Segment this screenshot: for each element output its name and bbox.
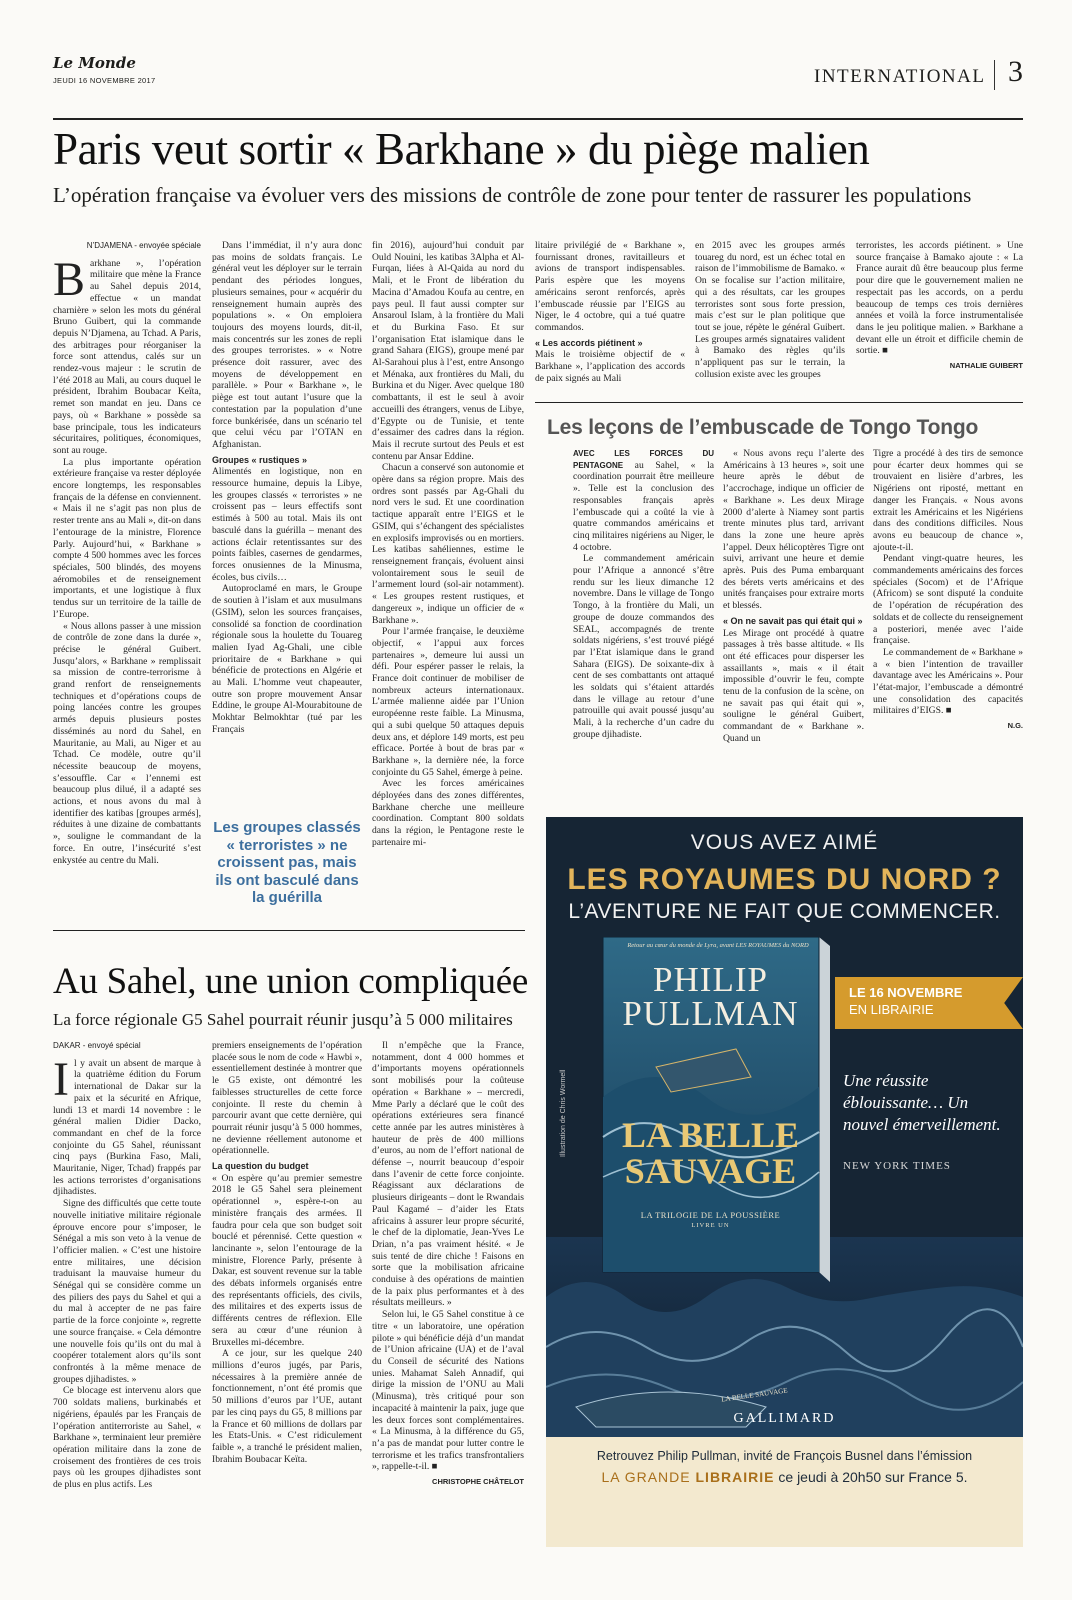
- masthead-date: JEUDI 16 NOVEMBRE 2017: [53, 76, 156, 85]
- ad-headline-1: VOUS AVEZ AIMÉ: [690, 831, 879, 854]
- article3-paragraph: Selon lui, le G5 Sahel constitue à ce titre « un laboratoire, une opération pilote » qui bénéficie déjà d’un mandat de l’Union africaine (UA) et de l’aval du Conseil de sécurité des Nations unies. Mahamat Saleh Annadif, qui dirige la mission de l’ONU au Mali (Minusma), très critiqué pour son incapacité à maintenir la paix, juge que les deux forces sont complémentaires. « La Minusma, à la différence du G5, n’a pas de mandat pour lutter contre le terrorisme et les trafics transfrontaliers », rappelle-t-il. ■: [372, 1309, 524, 1473]
- article1-signature: NATHALIE GUIBERT: [949, 361, 1023, 371]
- press-quote: Une réussite éblouissante… Un nouvel émerveillement.: [843, 1071, 1001, 1134]
- article1-paragraph: Pour l’armée française, le deuxième objectif, « l’appui aux forces partenaires », demeure lui aussi un défi. Pour espérer passer le relais, la France doit continuer de mobiliser de nombreux acteurs internationaux. L’armée malienne aidée par l’Union européenne reste faible. La Minusma, qui a subi quelque 50 attaques depuis deux ans, et déplore 149 morts, est peu efficace. Portée à bout de bras par « Barkhane », la dernière née, la force conjointe du G5 Sahel, émerge à peine.: [372, 626, 524, 778]
- article2-paragraph: « Nous avons reçu l’alerte des Américains à 13 heures », soit une heure après le début de l’accrochage, indique un officier de « Barkhane ». Les deux Mirage 2000 d’alerte à Niamey sont partis trente minutes plus tard, arrivant dans la zone une heure après l’appel. Deux hélicoptères Tigre ont suivi, arrivant une heure et demie après. Puis des Puma embarquant des bérets verts américains et des unités françaises pour extraire morts et blessés.: [723, 448, 864, 612]
- article1-intertitle: Groupes « rustiques »: [212, 454, 308, 465]
- article1-paragraph: terroristes, les accords piétinent. » Une source française à Bamako ajoute : « La France aurait dû être beaucoup plus ferme pour dire que le gouvernement malien ne respectait pas les accords, on a perdu beaucoup de temps ces trois dernières années et voilà la force instrumentalisée dans le jeu politique malien. » Barkhane a devant elle un étroit et difficile chemin de sortie. ■: [856, 240, 1023, 357]
- book-tagline: Retour au cœur du monde de Lyra, avant LES ROYAUMES du NORD: [627, 942, 809, 949]
- article2-paragraph: Pendant vingt-quatre heures, les commandements américains des forces spéciales (Socom) et de l’Afrique (Africom) se sont disputé la conduite de l’opération de récupération des soldats et de collecte du renseignement a posteriori, menée avec l’aide française.: [873, 553, 1023, 647]
- article1-intertitle: « Les accords piétinent »: [535, 337, 643, 348]
- page-number: 3: [1008, 55, 1023, 88]
- article2-intertitle: « On ne savait pas qui était qui »: [723, 615, 863, 626]
- article3-column-2: [212, 1040, 362, 1550]
- article2-paragraph: Les Mirage ont procédé à quatre passages à très basse altitude. « Ils ont été efficaces pour disperser les assaillants », mais « il était impossible d’ouvrir le feu, compte tenu de la confusion de la scène, on ne savait pas qui était qui », souligne le général Guibert, commandant de « Barkhane ». Quand un: [723, 627, 864, 744]
- article3-headline: Au Sahel, une union compliquée: [53, 961, 528, 1002]
- article1-paragraph: Alimentés en logistique, non en ressource humaine, depuis la Libye, les groupes classés « terroristes » ne croissent pas – leurs effectifs sont estimés à 500 au total. Mais ils ont basculé dans la guérilla – menant des actions éclair retentissantes sur des points faibles, casernes de gendarmes, forces onusiennes de la Minusma, écoles, bus civils…: [212, 466, 362, 583]
- masthead-logo: Le Monde: [53, 54, 136, 72]
- release-date: LE 16 NOVEMBRE: [849, 985, 963, 1000]
- article1-column-1: [53, 240, 201, 916]
- ad-headline-2: LES ROYAUMES DU NORD ?: [567, 863, 1002, 896]
- article3-column-1: [53, 1040, 201, 1550]
- article1-paragraph: Chacun a conservé son autonomie et opère dans sa région propre. Mais des ordres sont passés par Ag-Ghali du nord vers le sud. Et une coordination tactique apparaît entre l’EIGS et le GSIM, qui s’échangent des spécialistes en explosifs improvisés ou en mortiers. Les katibas sahéliennes, estime le renseignement français, évoluent ainsi volontairement sous le seuil de l’armement lourd (sol-air notamment). « Les groupes restent rustiques, et dangereux », indique un officier de « Barkhane ».: [372, 462, 524, 626]
- article2-column-3: [873, 448, 1023, 793]
- ad-footer: [546, 1437, 1023, 1547]
- article1-column-6: [856, 240, 1023, 392]
- article1-paragraph: La plus importante opération extérieure française va rester déployée encore longtemps, les responsables français de la défense en conviennent. « Mais il ne s’agit pas non plus de rester trente ans au Mali », dit-on dans l’entourage de la ministre, Florence Parly. Aujourd’hui, « Barkhane » compte 4 500 hommes avec les forces spéciales, 500 blindés, des moyens aéromobiles et de renseignement importants, et une logistique à flux tendus sur un territoire de la taille de l’Europe.: [53, 456, 201, 620]
- tv-show-name: LA GRANDE LIBRAIRIE: [601, 1469, 775, 1485]
- article1-column-2: [212, 240, 362, 810]
- publisher-logo: GALLIMARD: [733, 1411, 836, 1426]
- article1-column-3: [372, 240, 524, 916]
- header-divider: [994, 60, 995, 90]
- article2-headline: Les leçons de l’embuscade de Tongo Tongo: [547, 416, 979, 439]
- article3-paragraph: A ce jour, sur les quelque 240 millions d’euros jugés, par Paris, nécessaires à la première année de fonctionnement, n’ont été promis que 50 millions d’euros par l’UE, autant par les cinq pays du G5, 8 millions par la France et 60 millions de dollars par les Etats-Unis. « C’est ridiculement faible », a tranché le président malien, Ibrahim Boubacar Keïta.: [212, 1348, 362, 1465]
- article1-paragraph: Avec les forces américaines déployées dans des zones différentes, Barkhane cherche une meilleure coordination. Comptant 800 soldats dans la région, le Pentagone reste le partenaire mi-: [372, 778, 524, 848]
- article3-paragraph: premiers enseignements de l’opération placée sous le nom de code « Hawbi », essentiellement destinée à montrer que le G5 existe, ont démontré les faiblesses structurelles de cette force conjointe. Il reste du chemin à parcourir avant que cette dernière, qui pourrait réunir jusqu’à 5 000 hommes, ne devienne réellement autonome et opérationnelle.: [212, 1040, 362, 1157]
- drop-cap: B: [53, 252, 86, 306]
- article1-paragraph: Mais le troisième objectif de « Barkhane », l’application des accords de paix signés au Mali: [535, 349, 685, 384]
- ad-footer-line-2: LA GRANDE LIBRAIRIE ce jeudi à 20h50 sur France 5.: [601, 1469, 968, 1485]
- drop-cap: I: [53, 1052, 69, 1106]
- article2-paragraph: Tigre a procédé à des tirs de semonce pour écarter deux hommes qui se trouvaient en lisière d’arbres, les Nigériens ont riposté, mettant en danger les Français. « Nous avons extrait les Américains et les Nigériens dans des conditions difficiles. Nous avons eu beaucoup de chance », ajoute-t-il.: [873, 448, 1023, 553]
- book-title-2: SAUVAGE: [624, 1151, 797, 1191]
- article3-paragraph: Il y avait un absent de marque à la quatrième édition du Forum international de Dakar sur la paix et la sécurité en Afrique, lundi 13 et mardi 14 novembre : le général malien Didier Dacko, commandant en chef de la force conjointe du G5 Sahel, réunissant cinq pays (Burkina Faso, Mali, Mauritanie, Niger, Tchad) frappés par les actions terroristes d’organisations djihadistes.: [53, 1052, 201, 1198]
- article3-paragraph: Ce blocage est intervenu alors que 700 soldats maliens, burkinabés et nigériens, épaulés par les Français de l’opération antiterroriste au Sahel, « Barkhane », terminaient leur première opération militaire dans la zone de croisement des frontières de ces trois pays où les groupes djihadistes sont de plus en plus actifs. Les: [53, 1385, 201, 1491]
- article3-intertitle: La question du budget: [212, 1161, 309, 1172]
- article1-paragraph: en 2015 avec les groupes armés touareg du nord, est un échec total en raison de l’immobilisme de Bamako. « On se focalise sur l’action militaire, qui a des résultats, car les groupes terroristes sont sous forte pression, mais c’est sur le plan politique que tout se joue, répète le général Guibert. Les groupes armés signataires valident à Bamako des règles qu’ils n’appliquent pas sur le terrain, la collusion existe avec les groupes: [695, 240, 845, 380]
- ad-footer-line-1: Retrouvez Philip Pullman, invité de François Busnel dans l’émission: [596, 1449, 973, 1463]
- article1-paragraph: Dans l’immédiat, il n’y aura donc pas moins de soldats français. Le général veut les déployer sur le terrain pendant des périodes longues, plusieurs semaines, pour « acquérir du renseignement humain auprès des populations ». « On emploiera toujours des moyens lourds, dit-il, mais concentrés sur les zones de repli des groupes terroristes. » « Notre présence doit rassurer, avec des moyens de développement en parallèle. » Pour « Barkhane », le piège est tout autant l’usure que la contestation par la population d’une force bunkérisée, dans un scénario tel que celui vécu par l’OTAN en Afghanistan.: [212, 240, 362, 450]
- book-advertisement[interactable]: [546, 817, 1023, 1547]
- article1-paragraph: « Nous allons passer à une mission de contrôle de zone dans la durée », précise le général Guibert. Jusqu’alors, « Barkhane » remplissait sa mission de contre-terrorisme à grand renfort de renseignements techniques et d’opérations coups de poing lancées contre les groupes armés depuis plusieurs postes disséminés au nord du Sahel, en Mauritanie, au Mali, au Niger et au Tchad. Ce modèle, outre qu’il nécessite beaucoup de moyens, s’essouffle. Car « l’ennemi est beaucoup plus dilué, il a adapté ses actions, et nous avons du mal à identifier des katibas [groupes armés], réduites à une dizaine de combattants », souligne le commandant de la force. En outre, l’insécurité s’est enkystée au centre du Mali.: [53, 620, 201, 866]
- article3-subhead: La force régionale G5 Sahel pourrait réunir jusqu’à 5 000 militaires: [53, 1010, 513, 1029]
- article2-signature: N.G.: [1007, 721, 1023, 731]
- article3-paragraph: Il n’empêche que la France, notamment, dont 4 000 hommes et d’importants moyens opérationnels sont mobilisés pour la coûteuse opération « Barkhane » – mercredi, Mme Parly a déclaré que le coût des opérations extérieures sera financé cette année par les autres ministères à hauteur de près de 400 millions d’euros, au nom de l’effort national de défense –, nourrit beaucoup d’espoir dans l’avenir de cette force conjointe. Réagissant aux déclarations de plusieurs dirigeants – dont le Rwandais Paul Kagamé – d’aider les Etats africains à assurer leur propre sécurité, le chef de la diplomatie, Jean-Yves Le Drian, n’a pas vraiment hésité. « Je suis tenté de dire chiche ! Faisons en sorte que la mobilisation africaine conduise à des opérations de maintien de la paix plus performantes et à des résultats meilleurs. »: [372, 1040, 524, 1309]
- article2-column-1: [573, 448, 714, 793]
- book-series: LA TRILOGIE DE LA POUSSIÈRE: [640, 1210, 781, 1220]
- article3-column-3: [372, 1040, 524, 1550]
- article1-column-4: [535, 240, 685, 392]
- article3-byline: DAKAR - envoyé spécial: [53, 1041, 141, 1050]
- article2-column-2: [723, 448, 864, 793]
- article1-headline: Paris veut sortir « Barkhane » du piège malien: [53, 124, 870, 174]
- top-rule: [53, 118, 1023, 120]
- book-author: PHILIP PULLMAN: [622, 960, 799, 1033]
- article1-column-5: [695, 240, 845, 392]
- article2-paragraph: AVEC LES FORCES DU PENTAGONE au Sahel, « la coordination pourrait être meilleure ». Telle est la conclusion des responsables français après l’embuscade qui a coûté la vie à quatre commandos américains et cinq militaires nigériens au Niger, le 4 octobre.: [573, 449, 714, 553]
- section-rule: [535, 402, 1023, 403]
- article3-signature: CHRISTOPHE CHÂTELOT: [432, 1477, 524, 1487]
- article1-paragraph: Barkhane », l’opération militaire que mène la France au Sahel depuis 2014, effectue « un mandat charnière » selon les mots du général Bruno Guibert, qui la commande depuis N’Djamena, au Tchad. A Paris, des arbitrages pour réorganiser la force sont attendus, calés sur un rendez-vous majeur : le scrutin de l’été 2018 au Mali, au cours duquel le président, Ibrahim Boubacar Keïta, remet son mandat en jeu. Dans ce pays, où « Barkhane » possède sa base principale, tous les indicateurs sécuritaires, politiques, économiques, sont au rouge.: [53, 252, 201, 456]
- article2-paragraph: Le commandement de « Barkhane » a « bien l’intention de travailler davantage avec les Américains ». Pour l’état-major, l’embuscade a démontré une consolidation des capacités militaires d’EIGS. ■: [873, 646, 1023, 717]
- article2-paragraph: Le commandement américain pour l’Afrique a annoncé s’être rendu sur les lieux dimanche 12 novembre. Dans le village de Tongo Tongo, à la frontière du Mali, un groupe de douze commandos des SEAL, accompagnés de trente soldats nigériens, s’est trouvé piégé par l’Etat islamique dans le grand Sahara (EIGS). De soixante-dix à cent de ses combattants ont attaqué les soldats qui s’étaient attardés dans le village au retour d’une patrouille qui avait poussé jusqu’au Mali, à la recherche d’un cadre du groupe djihadiste.: [573, 553, 714, 740]
- book-volume: LIVRE UN: [691, 1222, 730, 1229]
- section-label: INTERNATIONAL: [814, 66, 986, 87]
- article1-paragraph: fin 2016), aujourd’hui conduit par Ould Nouini, les katibas 3Alpha et Al-Furqan, liées à Al-Qaida au nord du Mali, et le Front de libération du Macina d’Amadou Koufa au centre, en pays peul. Il faut aussi compter sur Ansaroul Islam, à la frontière du Mali et du Burkina Faso. Et sur l’organisation Etat islamique dans le grand Sahara (EIGS), groupe mené par Al-Sarahoui plus à l’est, entre Ansongo et Ménaka, aux frontières du Mali, du Burkina et du Niger. Avec quelque 180 combattants, il est le seul à avoir accueilli des étrangers, venus de Libye, d’Egypte ou de Tunisie, et tente d’essaimer des cadres dans la région. Mais il recrute surtout des Peuls et est contenu par Ansar Eddine.: [372, 240, 524, 462]
- book-title-1: LA BELLE: [621, 1115, 800, 1155]
- article3-paragraph: « On espère qu’au premier semestre 2018 le G5 Sahel sera pleinement opérationnel », espère-t-on au ministère français des armées. Il faudra pour cela que son budget soit bouclé et pérennisé. Cette question « lancinante », selon l’entourage de la ministre, Florence Parly, présente à Dakar, est souvent revenue sur la table des débats informels organisés entre des représentants officiels, des civils, des militaires et des experts issus de différents centres de réflexion. Elle sera au cœur d’une réunion à Bruxelles mi-décembre.: [212, 1172, 362, 1348]
- ad-illustration-credit: Illustration de Chris Wormell: [560, 1069, 567, 1157]
- article1-paragraph: Autoproclamé en mars, le Groupe de soutien à l’islam et aux musulmans (GSIM), selon les sources françaises, consolidé sa fonction de coordination régionale sous la houlette du Touareg malien Iyad Ag-Ghali, une cible prioritaire de « Barkhane » qui bénéficie de protections en Algérie et au Mali. L’homme veut chapeauter, outre son propre mouvement Ansar Eddine, le groupe Al-Mourabitoune de Mokhtar Belmokhtar (tué par les Français: [212, 583, 362, 735]
- ad-headline-3: L’AVENTURE NE FAIT QUE COMMENCER.: [568, 900, 1001, 923]
- article1-byline: N’DJAMENA - envoyée spéciale: [86, 241, 201, 250]
- section-rule: [53, 930, 525, 931]
- article3-paragraph: Signe des difficultés que cette toute nouvelle initiative militaire régionale éprouve encore pour s’imposer, le Sénégal a mis son veto à la venue de l’officier malien. « C’est une histoire entre militaires, une décision traduisant la mauvaise humeur du Sénégal qui se considère comme un des piliers des pays du Sahel et qui a du mal à accepter de ne pas faire partie de la force conjointe », regrette une source française. « Cela démontre une nouvelle fois qu’ils ont du mal à coopérer totalement alors qu’ils sont confrontés à la même menace de groupes djihadistes. »: [53, 1198, 201, 1385]
- release-location: EN LIBRAIRIE: [849, 1002, 934, 1017]
- pull-quote: Les groupes classés « terroristes » ne croissent pas, mais ils ont basculé dans la guérilla: [213, 819, 361, 906]
- article1-paragraph: litaire privilégié de « Barkhane », fournissant drones, ravitailleurs et avions de transport indispensables. Paris espère que les moyens américains seront renforcés, après l’embuscade réussie par l’EIGS au Niger, le 4 octobre, qui a tué quatre commandos.: [535, 240, 685, 333]
- press-source: NEW YORK TIMES: [843, 1160, 951, 1172]
- boat-name: LA BELLE SAUVAGE: [720, 1386, 788, 1404]
- article1-subhead: L’opération française va évoluer vers des missions de contrôle de zone pour tenter de rassurer les populations: [53, 183, 972, 207]
